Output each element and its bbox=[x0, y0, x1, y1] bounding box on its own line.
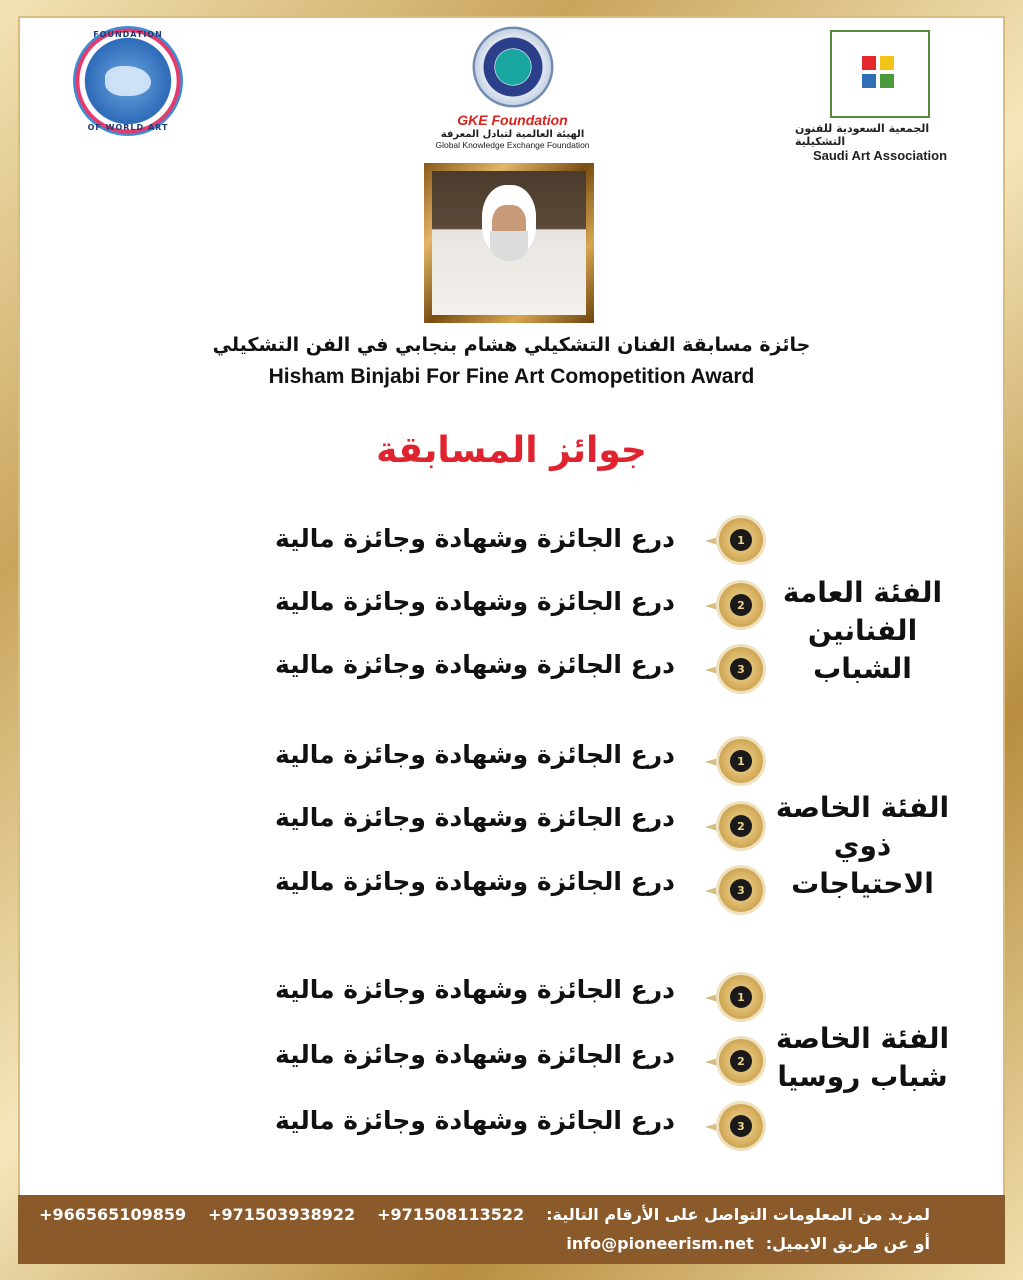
category-line-1: الفئة العامة bbox=[782, 576, 943, 609]
medal-icon bbox=[705, 583, 765, 629]
gke-arabic-name: الهيئة العالمية لتبادل المعرفة bbox=[440, 129, 585, 140]
portrait-frame bbox=[424, 163, 594, 323]
world-art-top-text: FOUNDATION bbox=[93, 30, 163, 39]
phone-number[interactable]: +971503938922 bbox=[208, 1205, 356, 1224]
medal-rank: 1 bbox=[730, 750, 752, 772]
prize-text: درع الجائزة وشهادة وجائزة مالية bbox=[274, 587, 675, 616]
gke-logo bbox=[425, 24, 600, 150]
medal-icon bbox=[705, 518, 765, 564]
prize-text: درع الجائزة وشهادة وجائزة مالية bbox=[274, 803, 675, 832]
gke-emblem-icon bbox=[470, 24, 556, 110]
medal-rank: 3 bbox=[730, 658, 752, 680]
globe-icon bbox=[73, 26, 183, 136]
contact-label: لمزيد من المعلومات التواصل على الأرقام التالية: bbox=[546, 1205, 930, 1224]
portrait-photo bbox=[432, 171, 586, 315]
saudi-arabic-name: الجمعية السعودية للفنون التشكيلية bbox=[795, 122, 930, 148]
saudi-art-logo bbox=[795, 30, 965, 163]
prize-text: درع الجائزة وشهادة وجائزة مالية bbox=[274, 740, 675, 769]
contact-phones-row bbox=[39, 1205, 930, 1229]
medal-rank: 3 bbox=[730, 1115, 752, 1137]
medal-rank: 2 bbox=[730, 1050, 752, 1072]
medal-icon bbox=[705, 647, 765, 693]
gke-name: GKE Foundation bbox=[457, 112, 568, 128]
category-line-2: الفنانين الشباب bbox=[807, 614, 918, 685]
prize-text: درع الجائزة وشهادة وجائزة مالية bbox=[274, 1106, 675, 1135]
medal-icon bbox=[705, 1104, 765, 1150]
prize-text: درع الجائزة وشهادة وجائزة مالية bbox=[274, 867, 675, 896]
prizes-heading: جوائز المسابقة bbox=[376, 430, 647, 471]
email-label: أو عن طريق الايميل: bbox=[765, 1234, 930, 1253]
medal-icon bbox=[705, 975, 765, 1021]
saudi-emblem-icon bbox=[830, 30, 930, 118]
email-link[interactable]: info@pioneerism.net bbox=[566, 1234, 754, 1253]
award-title-english: Hisham Binjabi For Fine Art Comopetition Award bbox=[268, 365, 755, 388]
globe-land-shape bbox=[105, 66, 151, 96]
phone-number[interactable]: +966565109859 bbox=[39, 1205, 187, 1224]
medal-rank: 3 bbox=[730, 879, 752, 901]
world-art-bottom-text: OF WORLD ART bbox=[87, 123, 169, 132]
medal-rank: 1 bbox=[730, 529, 752, 551]
category-label bbox=[760, 789, 965, 903]
contact-email-row bbox=[75, 1234, 930, 1258]
award-title-arabic: جائزة مسابقة الفنان التشكيلي هشام بنجابي في الفن التشكيلي bbox=[212, 334, 811, 356]
prize-text: درع الجائزة وشهادة وجائزة مالية bbox=[274, 1040, 675, 1069]
saudi-english-name: Saudi Art Association bbox=[812, 148, 948, 163]
medal-icon bbox=[705, 739, 765, 785]
category-line-2: ذوي الاحتياجات bbox=[791, 829, 934, 900]
gke-english-name: Global Knowledge Exchange Foundation bbox=[435, 140, 590, 150]
medal-icon bbox=[705, 868, 765, 914]
medal-icon bbox=[705, 1039, 765, 1085]
category-line-1: الفئة الخاصة bbox=[775, 791, 950, 824]
medal-rank: 1 bbox=[730, 986, 752, 1008]
category-line-2: شباب روسيا bbox=[777, 1060, 948, 1093]
prize-text: درع الجائزة وشهادة وجائزة مالية bbox=[274, 524, 675, 553]
world-art-logo bbox=[70, 26, 186, 136]
phone-number[interactable]: +971508113522 bbox=[377, 1205, 525, 1224]
medal-rank: 2 bbox=[730, 815, 752, 837]
medal-rank: 2 bbox=[730, 594, 752, 616]
category-line-1: الفئة الخاصة bbox=[775, 1022, 950, 1055]
medal-icon bbox=[705, 804, 765, 850]
category-label bbox=[760, 1020, 965, 1096]
category-label bbox=[760, 574, 965, 688]
prize-text: درع الجائزة وشهادة وجائزة مالية bbox=[274, 650, 675, 679]
prize-text: درع الجائزة وشهادة وجائزة مالية bbox=[274, 975, 675, 1004]
